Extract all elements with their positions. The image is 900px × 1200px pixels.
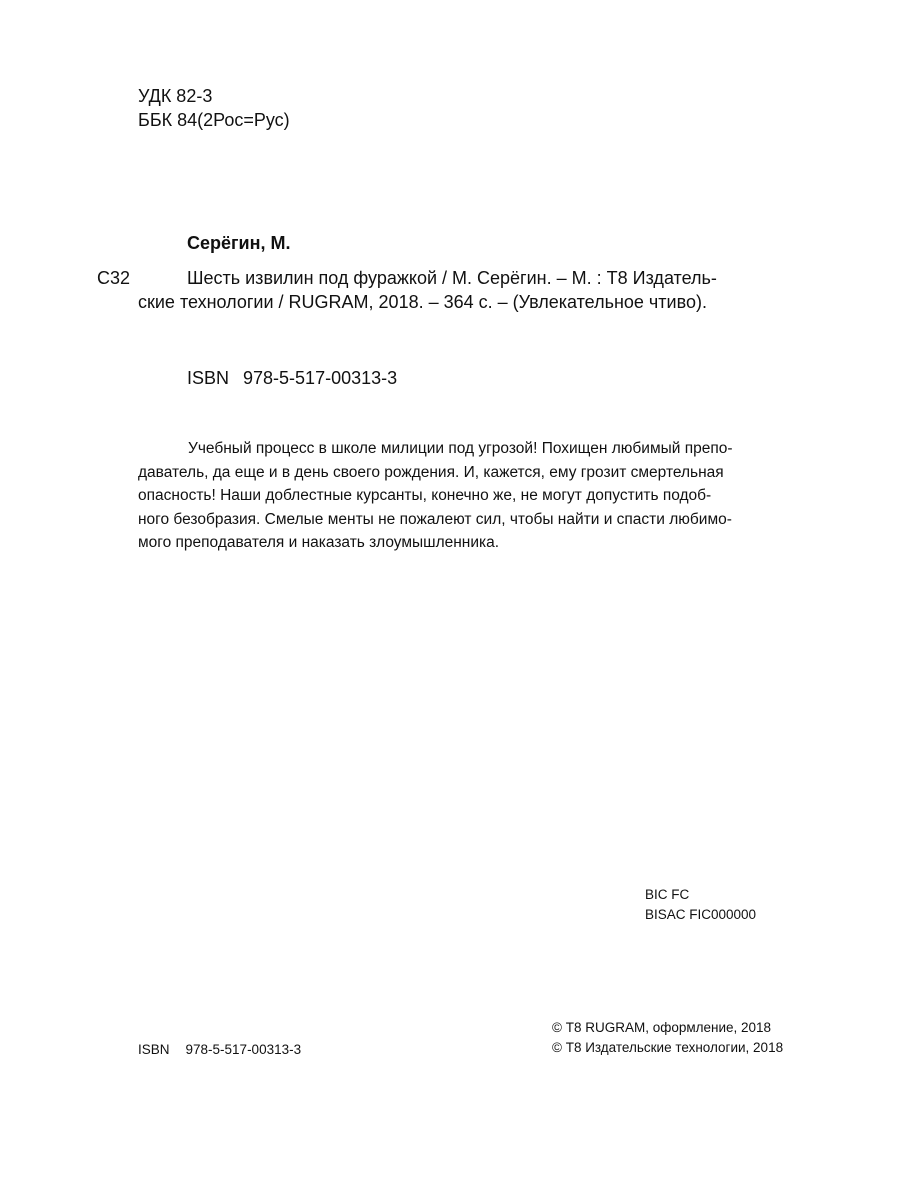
subject-codes (645, 885, 756, 925)
annotation-line: Учебный процесс в школе милиции под угрозой! Похищен любимый препо- (188, 440, 733, 457)
classification-block (138, 84, 290, 132)
copyright-line: © Т8 RUGRAM, оформление, 2018 (552, 1020, 772, 1035)
bib-line: ские технологии / RUGRAM, 2018. – 364 с. – (Увлекательное чтиво). (138, 292, 707, 312)
annotation-line: даватель, да еще и в день своего рождения. И, кажется, ему грозит смертельная (138, 463, 724, 481)
bbk-code: ББК 84(2Рос=Рус) (138, 110, 290, 130)
copyright-line: © Т8 Издательские технологии, 2018 (552, 1040, 784, 1055)
bic-code: BIC FC (645, 887, 690, 902)
annotation-line: опасность! Наши доблестные курсанты, конечно же, не могут допустить подоб- (138, 487, 712, 504)
author-heading: Серёгин, М. (187, 233, 291, 253)
bisac-code: BISAC FIC000000 (645, 907, 757, 922)
isbn-code: 978-5-517-00313-3 (243, 368, 398, 388)
annotation-line: мого преподавателя и наказать злоумышленника. (138, 534, 500, 551)
isbn-footer (138, 1040, 301, 1060)
udk-code: УДК 82-3 (138, 86, 213, 106)
author-mark: С32 (97, 268, 131, 288)
annotation (138, 437, 733, 555)
bib-line: Шесть извилин под фуражкой / М. Серёгин. – М. : Т8 Издатель- (187, 268, 717, 288)
copyright-block (552, 1018, 783, 1058)
bibliographic-description (138, 266, 717, 314)
isbn-code: 978-5-517-00313-3 (185, 1042, 302, 1057)
isbn-main (187, 366, 397, 390)
annotation-line: ного безобразия. Смелые менты не пожалеют сил, чтобы найти и спасти любимо- (138, 510, 732, 528)
isbn-label: ISBN (138, 1042, 170, 1057)
isbn-label: ISBN (187, 368, 230, 388)
